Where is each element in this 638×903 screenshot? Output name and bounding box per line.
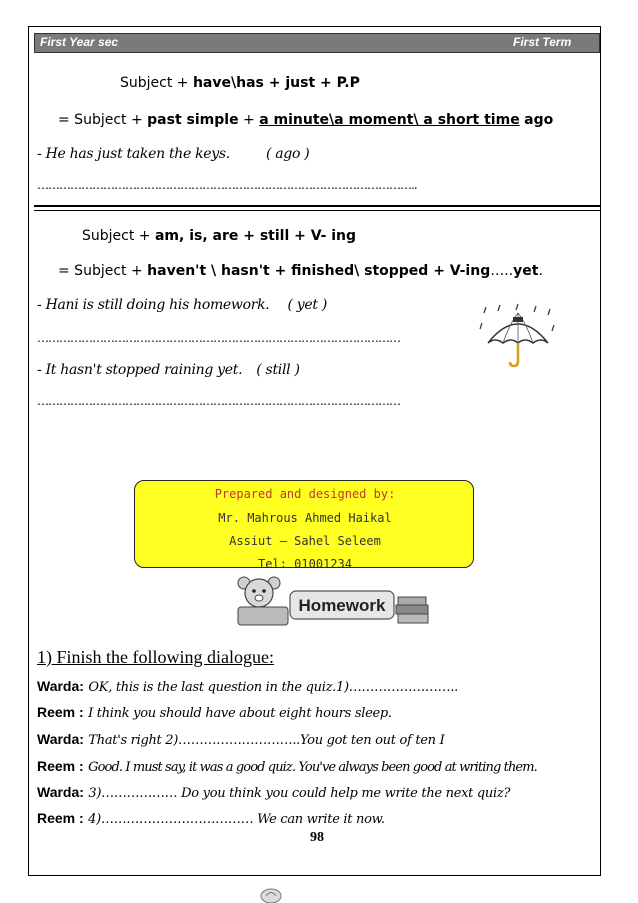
dialogue-heading: 1) Finish the following dialogue:: [37, 647, 274, 667]
homework-label: Homework: [298, 596, 386, 615]
dialogue-line: Reem : 4)……………………………… We can write it now.: [37, 810, 385, 827]
rule-ago-formula: = Subject + past simple + a minute\a moment\ a short time ago: [58, 112, 554, 128]
credit-phone: Tel: 01001234: [258, 557, 352, 568]
rule-just-formula: Subject + have\has + just + P.P: [120, 75, 360, 91]
example-sentence: - It hasn't stopped raining yet. ( still ): [37, 362, 300, 378]
dialogue-line: Reem : Good. I must say, it was a good quiz. You've always been good at writing them.: [37, 758, 537, 775]
credit-location: Assiut – Sahel Seleem: [229, 534, 381, 548]
example-sentence: - Hani is still doing his homework. ( yet ): [37, 297, 328, 313]
rule-yet-formula: = Subject + haven't \ hasn't + finished\ stopped + V-ing…..yet.: [58, 263, 543, 279]
header-year: First Year sec: [40, 35, 119, 49]
page-number: 98: [310, 830, 324, 845]
dialogue-line: Warda: OK, this is the last question in the quiz.1)……………………..: [37, 678, 459, 695]
dialogue-line: Reem : I think you should have about eight hours sleep.: [37, 704, 392, 721]
credit-author: Mr. Mahrous Ahmed Haikal: [218, 511, 392, 525]
example-sentence: - He has just taken the keys. ( ago ): [37, 146, 310, 162]
header-term: First Term: [513, 35, 572, 49]
answer-line: ………………………………………………………………………………………: [37, 394, 400, 408]
homework-banner: [232, 573, 430, 627]
rule-still-formula: Subject + am, is, are + still + V- ing: [82, 228, 357, 244]
answer-line: …………………………………………………………………………………………..: [37, 178, 417, 192]
umbrella-rain-icon: [478, 303, 558, 371]
section-divider: [34, 205, 600, 211]
dialogue-line: Warda: 3)……………… Do you think you could help me write the next quiz?: [37, 784, 511, 801]
answer-line: ………………………………………………………………………………………: [37, 331, 400, 345]
dialogue-line: Warda: That's right 2)………………………..You got ten out of ten I: [37, 731, 445, 748]
credit-title: Prepared and designed by:: [214, 487, 396, 501]
decorative-snail-icon: [258, 884, 284, 903]
credit-box: [134, 480, 474, 568]
